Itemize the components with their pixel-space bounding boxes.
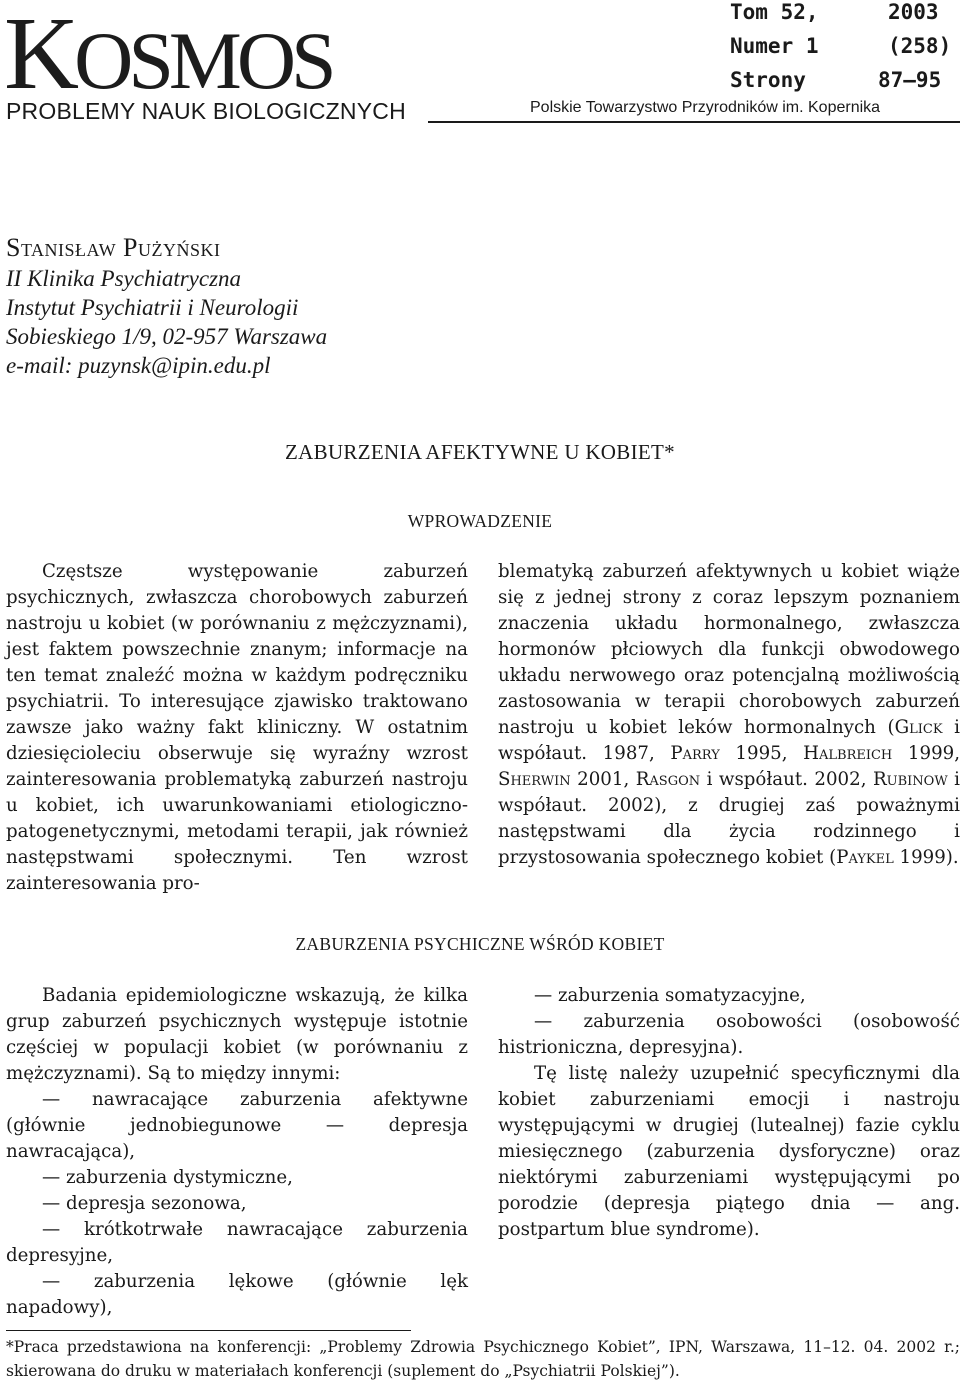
- numer-value: (258): [888, 34, 952, 58]
- strony-value: 87–95: [878, 68, 942, 92]
- header-rule: [428, 121, 960, 123]
- intro-column-right: blematyką zaburzeń afektywnych u kobiet wiąże się z jednej strony z coraz lepszym poznaniem znaczenia układu hormonalnego, zwłaszcza hormonów płciowych dla funkcji obwodowego układu nerwowego oraz potencjalną możliwością zastosowania w terapii chorobowych zaburzeń nastroju u kobiet leków hormonalnych (Glick i współaut. 1987, Parry 1995, Halbreich 1999, Sherwin 2001, Rasgon i współaut. 2002, Rubinow i współaut. 2002), z drugiej zaś poważnymi następstwami dla życia rodzinnego i przystosowania społecznego kobiet (Paykel 1999).: [498, 561, 960, 868]
- author-email: e-mail: puzynsk@ipin.edu.pl: [6, 353, 271, 378]
- intro-column-left: Częstsze występowanie zaburzeń psychicznych, zwłaszcza chorobowych zaburzeń nastroju u kobiet (w porównaniu z mężczyznami), jest faktem powszechnie znanym; informacje na ten temat znaleźć można w każdym podręczniku psychiatrii. To interesujące zjawisko traktowano zawsze jako ważny fakt kliniczny. W ostatnim dziesięcioleciu obserwuje się wyraźny wzrost zainteresowania problematyką zaburzeń nastroju u kobiet, ich uwarunkowaniami etiologiczno-patogenetycznymi, metodami terapii, jak również następstwami społecznymi. Ten wzrost zainteresowania pro-: [6, 561, 468, 894]
- numer-label: Numer 1: [730, 34, 819, 58]
- section-heading-disorders: ZABURZENIA PSYCHICZNE WŚRÓD KOBIET: [295, 934, 665, 954]
- tom-year: 2003: [888, 0, 939, 24]
- section-heading-intro: WPROWADZENIE: [407, 511, 553, 531]
- disorders-column-right: — zaburzenia somatyzacyjne, — zaburzenia osobowości (osobowość histrioniczna, depresyjna). Tę listę należy uzupełnić specyficznymi dla kobiet zaburzeniami emocji i nastroju występującymi w drugiej (lutealnej) fazie cyklu miesięcznego (zaburzenia dysforyczne) oraz niektórymi zaburzeniami występującymi po porodzie (depresja piątego dnia — ang. postpartum blue syndrome).: [498, 985, 960, 1240]
- tom-label: Tom 52,: [730, 0, 819, 24]
- affiliation-line: Instytut Psychiatrii i Neurologii: [6, 295, 299, 320]
- publisher: Polskie Towarzystwo Przyrodników im. Kopernika: [530, 99, 881, 116]
- author-affiliation: [6, 264, 327, 380]
- author-name: Stanisław Pużyński: [6, 233, 221, 262]
- disorders-column-left: Badania epidemiologiczne wskazują, że kilka grup zaburzeń psychicznych występuje istotnie częściej w populacji kobiet (w porównaniu z mężczyznami). Są to między innymi: — nawracające zaburzenia afektywne (głównie jednobiegunowe — depresja nawracająca), — zaburzenia dystymiczne, — depresja sezonowa, — krótkotrwałe nawracające zaburzenia depresyjne, — zaburzenia lękowe (głównie lęk napadowy),: [6, 985, 468, 1318]
- strony-label: Strony: [730, 68, 806, 92]
- footnote: *Praca przedstawiona na konferencji: „Problemy Zdrowia Psychicznego Kobiet”, IPN, Warszawa, 11–12. 04. 2002 r.; skierowana do druku w materiałach konferencji (suplement do „Psychiatrii Polskiej”).: [6, 1338, 960, 1380]
- journal-subtitle: PROBLEMY NAUK BIOLOGICZNYCH: [6, 98, 406, 124]
- affiliation-line: II Klinika Psychiatryczna: [6, 266, 242, 291]
- article-title: ZABURZENIA AFEKTYWNE U KOBIET*: [285, 440, 675, 464]
- journal-logo: KOSMOS: [4, 0, 332, 111]
- footnote-rule: [6, 1330, 411, 1331]
- affiliation-line: Sobieskiego 1/9, 02-957 Warszawa: [6, 324, 328, 349]
